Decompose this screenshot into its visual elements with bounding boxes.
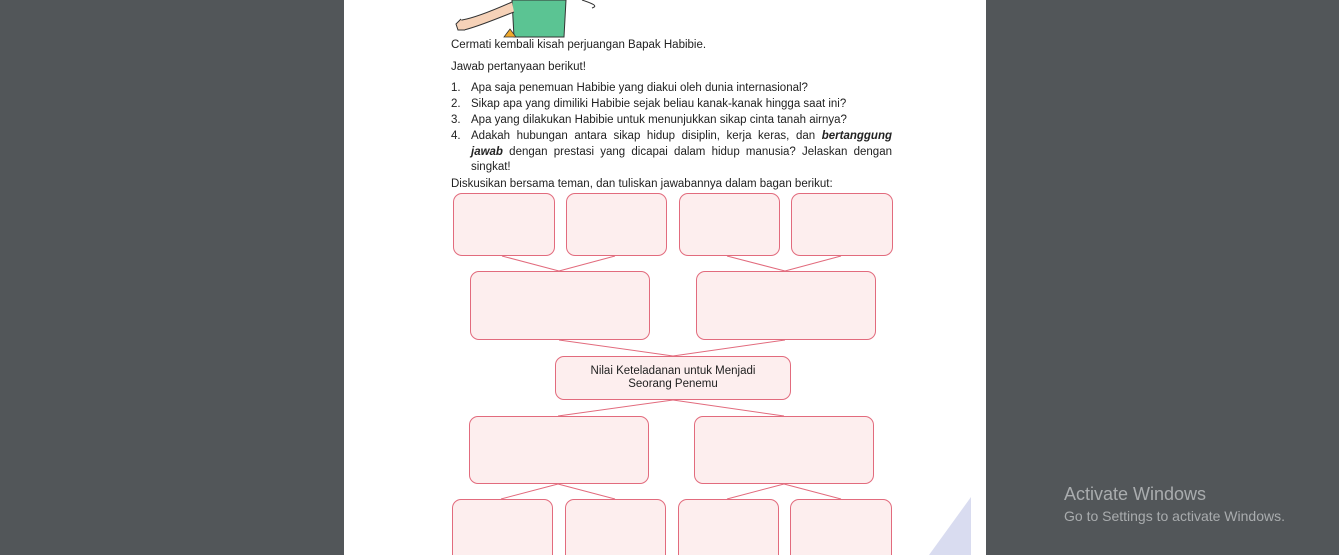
diagram-center-box [555, 356, 791, 400]
answer-box [469, 416, 649, 484]
question-text: Sikap apa yang dimiliki Habibie sejak beliau kanak-kanak hingga saat ini? [471, 98, 847, 110]
question-text-part: dengan prestasi yang dicapai dalam hidup manusia? Jelaskan dengan singkat! [471, 145, 892, 173]
page-corner-decoration [929, 497, 971, 555]
question-number: 4. [451, 130, 461, 142]
answer-box [694, 416, 874, 484]
answer-box [470, 271, 650, 340]
question-text-part: Adakah hubungan antara sikap hidup disiplin, kerja keras, dan [471, 130, 822, 142]
question-number: 2. [451, 98, 461, 110]
answer-box [453, 193, 555, 256]
center-box-line: Seorang Penemu [628, 378, 718, 390]
question-text: Apa yang dilakukan Habibie untuk menunjukkan sikap cinta tanah airnya? [471, 114, 847, 126]
instruction-review-story: Cermati kembali kisah perjuangan Bapak Habibie. [451, 39, 707, 51]
answer-box [678, 499, 779, 555]
question-number: 3. [451, 114, 461, 126]
answer-box [565, 499, 666, 555]
question-number: 1. [451, 82, 461, 94]
instruction-answer-questions: Jawab pertanyaan berikut! [451, 61, 586, 73]
center-box-line: Nilai Keteladanan untuk Menjadi [590, 365, 756, 377]
watermark-title: Activate Windows [1064, 484, 1207, 504]
answer-box [790, 499, 892, 555]
watermark-subtitle: Go to Settings to activate Windows. [1064, 508, 1285, 524]
answer-box [566, 193, 667, 256]
answer-box [452, 499, 553, 555]
question-text: Apa saja penemuan Habibie yang diakui oleh dunia internasional? [471, 82, 808, 94]
instruction-discuss: Diskusikan bersama teman, dan tuliskan jawabannya dalam bagan berikut: [451, 178, 833, 190]
document-page [344, 0, 986, 555]
question-emphasis: bertanggung jawab [471, 130, 892, 158]
answer-box [696, 271, 876, 340]
activate-windows-watermark [1064, 483, 1285, 526]
answer-box [791, 193, 893, 256]
diagram-connectors [344, 0, 986, 555]
answer-box [679, 193, 780, 256]
